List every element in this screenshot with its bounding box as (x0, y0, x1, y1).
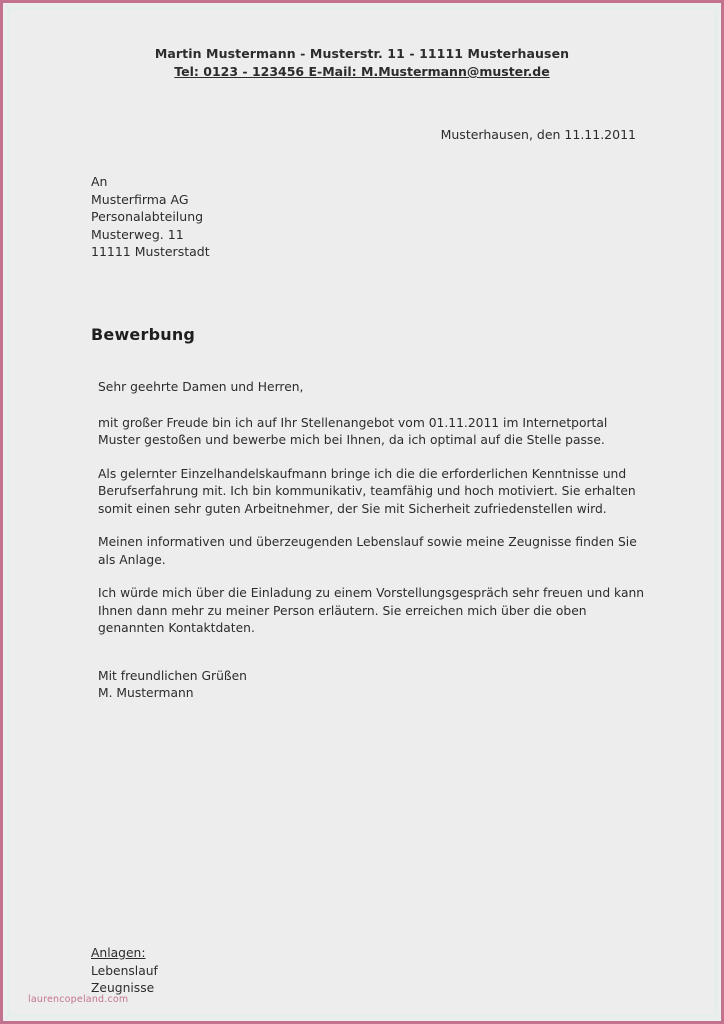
letterhead-name-address: Martin Mustermann - Musterstr. 11 - 11111 Musterhausen (154, 46, 570, 61)
dateline: Musterhausen, den 11.11.2011 (440, 127, 636, 142)
attachment-item-lebenslauf: Lebenslauf (91, 963, 158, 978)
recipient-line-city: 11111 Musterstadt (91, 244, 210, 259)
recipient-address-block (91, 173, 210, 261)
body-paragraph-4: Ich würde mich über die Einladung zu einem Vorstellungsgespräch sehr freuen und kann Ihnen dann mehr zu meiner Person erläutern. Sie erreichen mich über die oben genannten Kontaktdaten. (98, 586, 645, 635)
recipient-line-department: Personalabteilung (91, 209, 204, 224)
body-paragraph-3: Meinen informativen und überzeugenden Lebenslauf sowie meine Zeugnisse finden Sie als Anlage. (98, 535, 637, 567)
body-paragraph-1: mit großer Freude bin ich auf Ihr Stellenangebot vom 01.11.2011 im Internetportal Muster gestoßen und bewerbe mich bei Ihnen, da ich optimal auf die Stelle passe. (98, 415, 608, 447)
recipient-line-an: An (91, 174, 108, 189)
letterhead (10, 45, 714, 81)
body-signature: M. Mustermann (98, 686, 194, 700)
subject-heading: Bewerbung (91, 325, 196, 344)
body-closing: Mit freundlichen Grüßen (98, 668, 247, 683)
letterhead-contact: Tel: 0123 - 123456 E-Mail: M.Mustermann@muster.de (174, 64, 550, 79)
letter-sheet (10, 10, 714, 1014)
attachments-block (91, 945, 158, 998)
site-watermark: laurencopeland.com (28, 994, 129, 1005)
body-paragraph-2: Als gelernter Einzelhandelskaufmann bringe ich die die erforderlichen Kenntnisse und Berufserfahrung mit. Ich bin kommunikativ, teamfähig und hoch motiviert. Sie erhalten somit einen sehr guten Arbeitnehmer, der Sie mit Sicherheit zufriedenstellen wird. (98, 466, 636, 516)
recipient-line-street: Musterweg. 11 (91, 226, 184, 242)
recipient-line-company: Musterfirma AG (91, 191, 189, 207)
body-salutation: Sehr geehrte Damen und Herren, (98, 380, 304, 394)
letter-body (98, 379, 646, 719)
attachment-item-zeugnisse: Zeugnisse (91, 981, 155, 995)
attachments-title: Anlagen: (91, 946, 146, 960)
